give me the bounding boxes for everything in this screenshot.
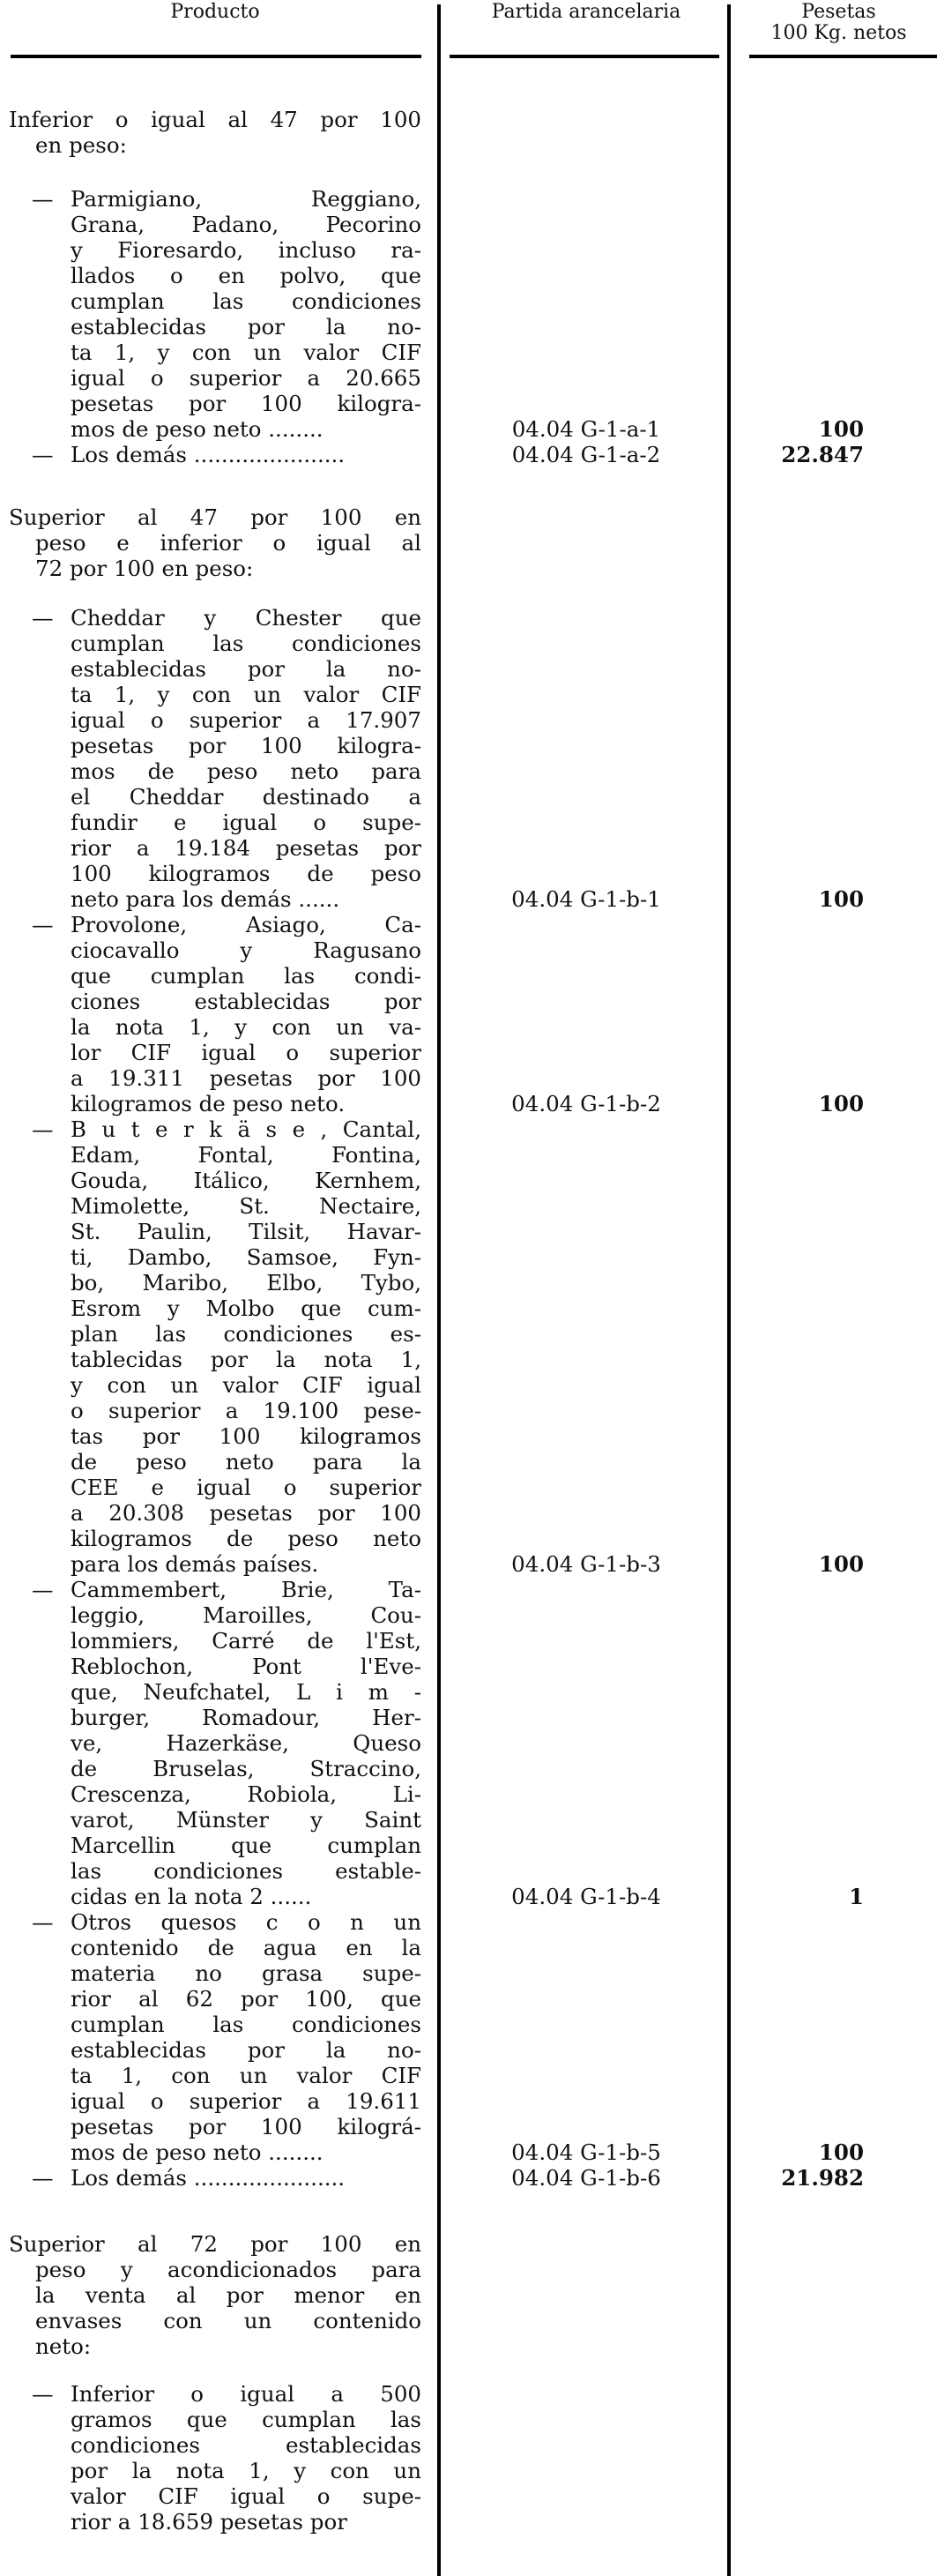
product-description-line: Reblochon, Pont l'Eve- xyxy=(71,1654,421,1679)
product-description-line: burger, Romadour, Her- xyxy=(71,1705,421,1730)
heading-line: neto: xyxy=(35,2333,92,2359)
dash-bullet: — xyxy=(32,2165,54,2191)
pesetas-value: 100 xyxy=(818,1551,864,1577)
table-row xyxy=(32,1116,421,1577)
product-description-line: el Cheddar destinado a xyxy=(71,784,421,810)
product-description-line: neto para los demás ...... xyxy=(71,886,340,912)
product-description-line: llados o en polvo, que xyxy=(71,263,421,288)
product-description-line: Gouda, Itálico, Kernhem, xyxy=(71,1168,421,1193)
product-description-line: tas por 100 kilogramos xyxy=(71,1423,421,1449)
tariff-code: 04.04 G-1-b-3 xyxy=(511,1551,661,1577)
product-description-line: valor CIF igual o supe- xyxy=(71,2483,421,2509)
product-description-line: a 20.308 pesetas por 100 xyxy=(71,1500,421,1526)
product-description-line: CEE e igual o superior xyxy=(71,1475,421,1500)
table-row xyxy=(32,2165,421,2191)
pesetas-value: 100 xyxy=(818,2139,864,2165)
product-description-line: ti, Dambo, Samsoe, Fyn- xyxy=(71,1244,421,1270)
pesetas-value: 100 xyxy=(818,886,864,912)
product-description-line: pesetas por 100 kilogra- xyxy=(71,391,421,416)
tariff-code: 04.04 G-1-b-1 xyxy=(511,886,661,912)
tariff-code: 04.04 G-1-a-1 xyxy=(511,416,661,442)
product-description-line: Los demás ...................... xyxy=(71,442,346,467)
dash-bullet: — xyxy=(32,1909,54,1935)
product-description-line: que cumplan las condi- xyxy=(71,963,421,989)
product-description-line: lommiers, Carré de l'Est, xyxy=(71,1628,421,1654)
product-description-line: condiciones establecidas xyxy=(71,2432,421,2458)
product-description-line: Edam, Fontal, Fontina, xyxy=(71,1142,421,1168)
product-description-line: Provolone, Asiago, Ca- xyxy=(71,912,421,937)
header-rule-partida xyxy=(450,55,719,58)
section-heading xyxy=(9,504,421,581)
product-description-line: establecidas por la no- xyxy=(71,656,421,682)
product-description-line: y con un valor CIF igual xyxy=(71,1372,421,1398)
product-description-line: cumplan las condiciones xyxy=(71,2012,421,2037)
dash-bullet: — xyxy=(32,442,54,467)
product-description-line: gramos que cumplan las xyxy=(71,2407,421,2432)
table-row xyxy=(32,1577,421,1909)
product-description-line: Cammembert, Brie, Ta- xyxy=(71,1577,421,1602)
column-divider-1 xyxy=(437,4,441,2576)
product-description-line: Marcellin que cumplan xyxy=(71,1833,421,1858)
table-row xyxy=(32,442,421,467)
heading-line: envases con un contenido xyxy=(35,2308,421,2333)
pesetas-value: 100 xyxy=(818,416,864,442)
product-description-line: para los demás países. xyxy=(71,1551,319,1577)
header-producto: Producto xyxy=(170,1,260,23)
table-row xyxy=(32,186,421,442)
product-description-line: pesetas por 100 kilogra- xyxy=(71,733,421,758)
product-description-line: ta 1, y con un valor CIF xyxy=(71,682,421,707)
product-description-line: ciones establecidas por xyxy=(71,989,421,1014)
product-description-line: ta 1, y con un valor CIF xyxy=(71,340,421,365)
product-description-line: contenido de agua en la xyxy=(71,1935,421,1960)
heading-line: Inferior o igual al 47 por 100 xyxy=(9,107,421,132)
product-description-line: la nota 1, y con un va- xyxy=(71,1014,421,1040)
table-row xyxy=(32,1909,421,2165)
product-description-line: igual o superior a 19.611 xyxy=(71,2088,421,2114)
dash-bullet: — xyxy=(32,1116,54,1142)
pesetas-value: 100 xyxy=(818,1091,864,1116)
product-description-line: kilogramos de peso neto. xyxy=(71,1091,346,1116)
product-description-line: por la nota 1, y con un xyxy=(71,2458,421,2483)
product-description-line: fundir e igual o supe- xyxy=(71,810,421,835)
product-description-line: tablecidas por la nota 1, xyxy=(71,1347,421,1372)
heading-line: peso e inferior o igual al xyxy=(35,530,421,556)
header-partida-arancelaria: Partida arancelaria xyxy=(491,1,681,23)
product-description-line: Grana, Padano, Pecorino xyxy=(71,212,421,237)
pesetas-value: 21.982 xyxy=(781,2165,864,2191)
product-description-line: plan las condiciones es- xyxy=(71,1321,421,1347)
product-description-line: ciocavallo y Ragusano xyxy=(71,937,421,963)
dash-bullet: — xyxy=(32,186,54,212)
product-description-line: rior al 62 por 100, que xyxy=(71,1986,421,2012)
product-description-line: igual o superior a 17.907 xyxy=(71,707,421,733)
product-description-line: kilogramos de peso neto xyxy=(71,1526,421,1551)
product-description-line: mos de peso neto ........ xyxy=(71,416,323,442)
dash-bullet: — xyxy=(32,2381,54,2407)
product-description-line: Otros quesos c o n un xyxy=(71,1909,421,1935)
column-divider-2 xyxy=(727,4,731,2576)
product-description-line: cumplan las condiciones xyxy=(71,288,421,314)
product-description-line: Crescenza, Robiola, Li- xyxy=(71,1781,421,1807)
dash-bullet: — xyxy=(32,605,54,631)
product-description-line: o superior a 19.100 pese- xyxy=(71,1398,421,1423)
product-description-line: ve, Hazerkäse, Queso xyxy=(71,1730,421,1756)
header-rule-producto xyxy=(11,55,421,58)
product-description-line: las condiciones estable- xyxy=(71,1858,421,1884)
tariff-code: 04.04 G-1-a-2 xyxy=(511,442,661,467)
heading-line: Superior al 47 por 100 en xyxy=(9,504,421,530)
product-description-line: Parmigiano, Reggiano, xyxy=(71,186,421,212)
tariff-code: 04.04 G-1-b-5 xyxy=(511,2139,661,2165)
section-heading xyxy=(9,107,421,158)
product-description-line: rior a 19.184 pesetas por xyxy=(71,835,421,861)
header-rule-pesetas xyxy=(749,55,937,58)
product-description-line: a 19.311 pesetas por 100 xyxy=(71,1065,421,1091)
table-row xyxy=(32,912,421,1116)
heading-line: la venta al por menor en xyxy=(35,2282,421,2308)
table-row xyxy=(32,605,421,912)
heading-line: 72 por 100 en peso: xyxy=(35,556,254,581)
product-description-line: Cheddar y Chester que xyxy=(71,605,421,631)
product-description-line: cidas en la nota 2 ...... xyxy=(71,1884,312,1909)
product-description-line: Esrom y Molbo que cum- xyxy=(71,1295,421,1321)
product-description-line: mos de peso neto para xyxy=(71,758,421,784)
product-description-line: de Bruselas, Straccino, xyxy=(71,1756,421,1781)
product-description-line: B u t e r k ä s e , Cantal, xyxy=(71,1116,421,1142)
product-description-line: y Fioresardo, incluso ra- xyxy=(71,237,421,263)
product-description-line: St. Paulin, Tilsit, Havar- xyxy=(71,1219,421,1244)
header-100kg-netos: 100 Kg. netos xyxy=(770,22,907,44)
heading-line: peso y acondicionados para xyxy=(35,2257,421,2282)
section-heading xyxy=(9,2231,421,2359)
product-description-line: que, Neufchatel, L i m - xyxy=(71,1679,421,1705)
product-description-line: lor CIF igual o superior xyxy=(71,1040,421,1065)
product-description-line: de peso neto para la xyxy=(71,1449,421,1475)
product-description-line: cumplan las condiciones xyxy=(71,631,421,656)
dash-bullet: — xyxy=(32,1577,54,1602)
product-description-line: Los demás ...................... xyxy=(71,2165,346,2191)
product-description-line: Inferior o igual a 500 xyxy=(71,2381,421,2407)
header-pesetas: Pesetas xyxy=(801,1,876,23)
product-description-line: rior a 18.659 pesetas por xyxy=(71,2509,347,2535)
product-description-line: materia no grasa supe- xyxy=(71,1960,421,1986)
tariff-code: 04.04 G-1-b-4 xyxy=(511,1884,661,1909)
product-description-line: igual o superior a 20.665 xyxy=(71,365,421,391)
pesetas-value: 1 xyxy=(848,1884,864,1909)
table-row xyxy=(32,2381,421,2535)
product-description-line: varot, Münster y Saint xyxy=(71,1807,421,1833)
product-description-line: mos de peso neto ........ xyxy=(71,2139,323,2165)
product-description-line: pesetas por 100 kilográ- xyxy=(71,2114,421,2139)
tariff-code: 04.04 G-1-b-6 xyxy=(511,2165,661,2191)
dash-bullet: — xyxy=(32,912,54,937)
product-description-line: bo, Maribo, Elbo, Tybo, xyxy=(71,1270,421,1295)
tariff-code: 04.04 G-1-b-2 xyxy=(511,1091,661,1116)
product-description-line: Mimolette, St. Nectaire, xyxy=(71,1193,421,1219)
product-description-line: 100 kilogramos de peso xyxy=(71,861,421,886)
product-description-line: establecidas por la no- xyxy=(71,2037,421,2063)
product-description-line: leggio, Maroilles, Cou- xyxy=(71,1602,421,1628)
heading-line: en peso: xyxy=(35,132,127,158)
heading-line: Superior al 72 por 100 en xyxy=(9,2231,421,2257)
pesetas-value: 22.847 xyxy=(781,442,864,467)
product-description-line: establecidas por la no- xyxy=(71,314,421,340)
product-description-line: ta 1, con un valor CIF xyxy=(71,2063,421,2088)
